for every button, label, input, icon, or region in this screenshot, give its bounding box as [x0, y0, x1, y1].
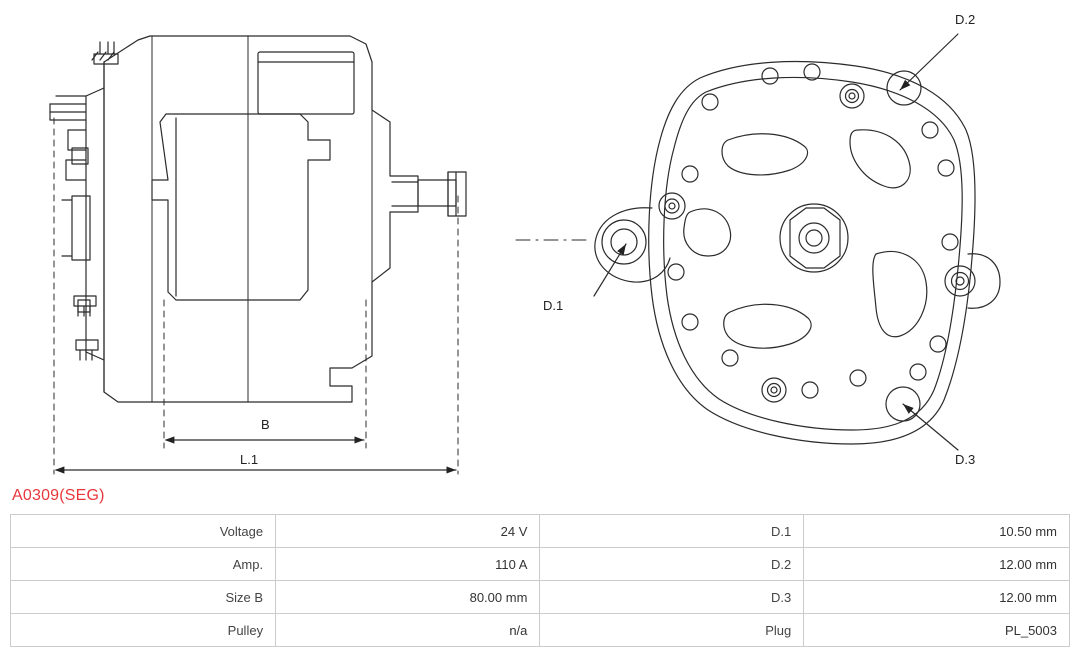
callout-label-d3: D.3 — [955, 452, 976, 467]
spec-label-voltage: Voltage — [11, 515, 276, 548]
table-row — [11, 548, 1070, 581]
spec-label-plug: Plug — [540, 614, 804, 647]
spec-label-size-b: Size B — [11, 581, 276, 614]
dimension-label-l1: L.1 — [240, 452, 259, 467]
table-row — [11, 614, 1070, 647]
front-view-body — [595, 62, 1000, 444]
side-view-body — [50, 36, 466, 402]
part-number: A0309(SEG) — [12, 487, 105, 504]
table-row — [11, 581, 1070, 614]
dimension-label-b: B — [261, 417, 270, 432]
spec-value-d3: 12.00 mm — [804, 581, 1070, 614]
spec-value-pulley: n/a — [276, 614, 540, 647]
table-row — [11, 515, 1070, 548]
spec-label-d3: D.3 — [540, 581, 804, 614]
callout-label-d1: D.1 — [543, 298, 564, 313]
spec-value-d1: 10.50 mm — [804, 515, 1070, 548]
spec-value-voltage: 24 V — [276, 515, 540, 548]
spec-value-amp: 110 A — [276, 548, 540, 581]
spec-label-pulley: Pulley — [11, 614, 276, 647]
spec-label-amp: Amp. — [11, 548, 276, 581]
spec-value-plug: PL_5003 — [804, 614, 1070, 647]
callout-label-d2: D.2 — [955, 12, 976, 27]
spec-label-d1: D.1 — [540, 515, 804, 548]
spec-label-d2: D.2 — [540, 548, 804, 581]
spec-value-size-b: 80.00 mm — [276, 581, 540, 614]
specifications-table — [10, 514, 1070, 647]
spec-value-d2: 12.00 mm — [804, 548, 1070, 581]
